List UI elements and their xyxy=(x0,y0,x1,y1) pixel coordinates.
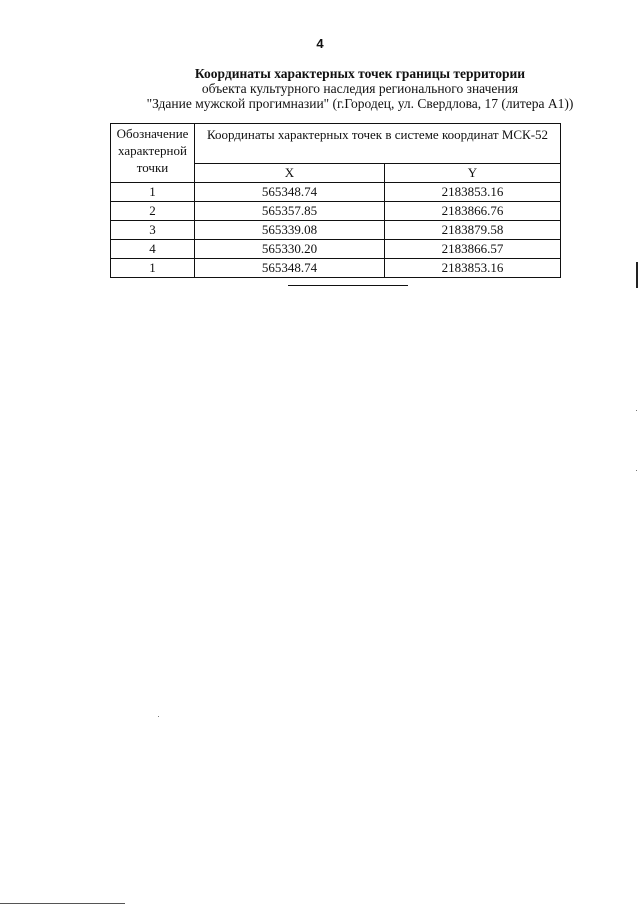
table-row xyxy=(111,240,561,259)
end-of-document-rule xyxy=(288,285,408,286)
point-column-header: Обозначение характерной точки xyxy=(111,124,195,183)
table-row xyxy=(111,202,561,221)
x-cell: 565357.85 xyxy=(195,202,385,221)
table-row xyxy=(111,259,561,278)
coordinates-table xyxy=(110,123,561,278)
point-cell: 1 xyxy=(111,183,195,202)
point-cell: 3 xyxy=(111,221,195,240)
y-cell: 2183879.58 xyxy=(385,221,561,240)
title-line-2: объекта культурного наследия регионального значения xyxy=(201,81,519,96)
x-cell: 565330.20 xyxy=(195,240,385,259)
point-cell: 1 xyxy=(111,259,195,278)
y-cell: 2183853.16 xyxy=(385,183,561,202)
scan-dot xyxy=(636,410,637,411)
scan-edge-mark xyxy=(636,262,638,288)
y-cell: 2183866.76 xyxy=(385,202,561,221)
x-cell: 565339.08 xyxy=(195,221,385,240)
table-header-row xyxy=(111,124,561,164)
x-column-header: X xyxy=(195,164,385,183)
y-cell: 2183853.16 xyxy=(385,259,561,278)
x-cell: 565348.74 xyxy=(195,259,385,278)
table-row xyxy=(111,221,561,240)
scan-edge-mark-bottom xyxy=(0,903,125,904)
coordinate-system-header: Координаты характерных точек в системе координат МСК-52 xyxy=(195,124,561,164)
table-row xyxy=(111,183,561,202)
title-line-3: "Здание мужской прогимназии" (г.Городец, ул. Свердлова, 17 (литера А1)) xyxy=(146,96,574,111)
y-column-header: Y xyxy=(385,164,561,183)
point-cell: 4 xyxy=(111,240,195,259)
page-number: 4 xyxy=(316,36,324,51)
title-main: Координаты характерных точек границы территории xyxy=(194,66,526,81)
point-cell: 2 xyxy=(111,202,195,221)
y-cell: 2183866.57 xyxy=(385,240,561,259)
scan-dot xyxy=(636,470,637,471)
scan-dot xyxy=(158,716,159,717)
document-title xyxy=(100,66,620,111)
x-cell: 565348.74 xyxy=(195,183,385,202)
